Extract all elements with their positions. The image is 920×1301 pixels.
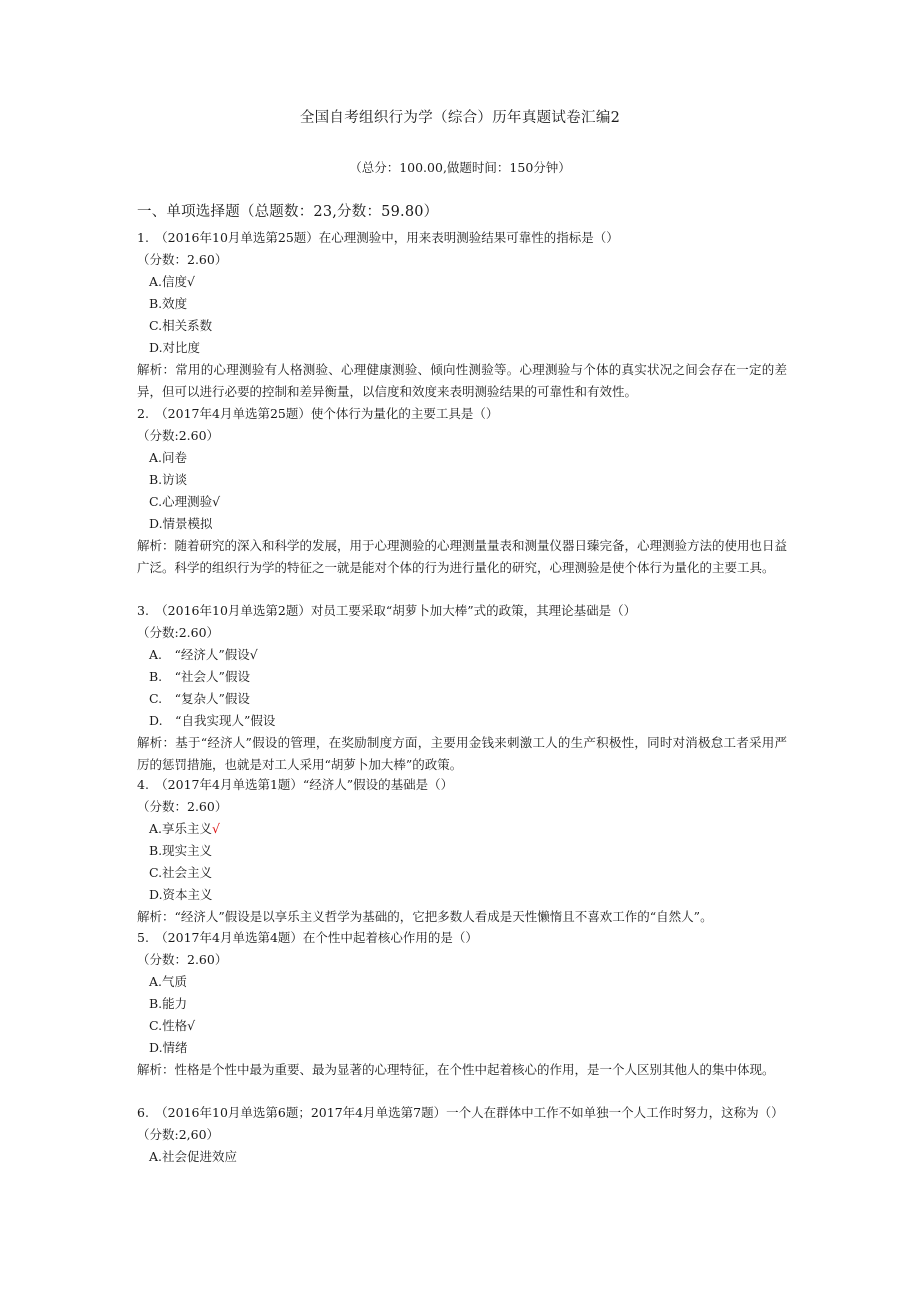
analysis-text: 解析：随着研究的深入和科学的发展，用于心理测验的心理测量量表和测量仪器日臻完备，心理测验方法的使用也日益广泛。科学的组织行为学的特征之一就是能对个体的行为进行量化的研究，心理测验是使个体行为量化的主要工具。 bbox=[137, 538, 788, 575]
option-c: C.性格√ bbox=[149, 1018, 196, 1033]
option-a: A.气质 bbox=[149, 974, 188, 989]
question-5 bbox=[137, 927, 787, 1081]
question-stem: 2. （2017年4月单选第25题）使个体行为量化的主要工具是（） bbox=[137, 406, 499, 421]
analysis-text: 解析：基于“经济人”假设的管理，在奖励制度方面，主要用金钱来刺激工人的生产积极性，同时对消极怠工者采用严厉的惩罚措施，也就是对工人采用“胡萝卜加大棒”的政策。 bbox=[137, 735, 787, 772]
question-score: （分数：2.60） bbox=[137, 952, 228, 967]
question-stem: 3. （2016年10月单选第2题）对员工要采取“胡萝卜加大棒”式的政策，其理论基础是（） bbox=[137, 603, 637, 618]
question-6 bbox=[137, 1102, 787, 1168]
analysis-text: 解析：“经济人”假设是以享乐主义哲学为基础的，它把多数人看成是天性懒惰且不喜欢工作的“自然人”。 bbox=[137, 909, 713, 924]
question-score: （分数:2,60） bbox=[137, 1127, 220, 1142]
option-a: A.问卷 bbox=[149, 450, 188, 465]
question-stem: 6. （2016年10月单选第6题；2017年4月单选第7题）一个人在群体中工作不如单独一个人工作时努力，这称为（） bbox=[137, 1105, 784, 1120]
option-d: D.对比度 bbox=[149, 340, 201, 355]
option-d: D. “自我实现人”假设 bbox=[149, 713, 276, 728]
option-b: B.现实主义 bbox=[149, 843, 213, 858]
option-c: C. “复杂人”假设 bbox=[149, 691, 250, 706]
option-d: D.情绪 bbox=[149, 1040, 188, 1055]
question-1 bbox=[137, 227, 787, 403]
question-stem: 4. （2017年4月单选第1题）“经济人”假设的基础是（） bbox=[137, 777, 454, 792]
option-a-text: A.享乐主义 bbox=[149, 821, 213, 836]
option-a bbox=[137, 818, 787, 840]
option-b: B.访谈 bbox=[149, 472, 188, 487]
option-c: C.心理测验√ bbox=[149, 494, 221, 509]
option-b: B.效度 bbox=[149, 296, 188, 311]
section-heading: 一、单项选择题（总题数：23,分数：59.80） bbox=[137, 204, 439, 220]
correct-mark-icon: √ bbox=[212, 821, 220, 836]
question-score: （分数:2.60） bbox=[137, 428, 220, 443]
question-score: （分数：2.60） bbox=[137, 252, 228, 267]
question-stem: 5. （2017年4月单选第4题）在个性中起着核心作用的是（） bbox=[137, 930, 478, 945]
option-a: A. “经济人”假设√ bbox=[149, 647, 258, 662]
option-a: A.信度√ bbox=[149, 274, 195, 289]
exam-meta: （总分：100.00,做题时间：150分钟） bbox=[349, 160, 571, 175]
option-c: C.相关系数 bbox=[149, 318, 213, 333]
option-b: B. “社会人”假设 bbox=[149, 669, 250, 684]
option-c: C.社会主义 bbox=[149, 865, 213, 880]
question-score: （分数：2.60） bbox=[137, 799, 228, 814]
question-stem: 1. （2016年10月单选第25题）在心理测验中，用来表明测验结果可靠性的指标是（） bbox=[137, 230, 619, 245]
option-b: B.能力 bbox=[149, 996, 188, 1011]
question-2 bbox=[137, 403, 787, 579]
option-a: A.社会促进效应 bbox=[149, 1149, 238, 1164]
question-score: （分数:2.60） bbox=[137, 625, 220, 640]
question-3 bbox=[137, 600, 787, 776]
analysis-text: 解析：常用的心理测验有人格测验、心理健康测验、倾向性测验等。心理测验与个体的真实状况之间会存在一定的差异，但可以进行必要的控制和差异衡量，以信度和效度来表明测验结果的可靠性和有效性。 bbox=[137, 362, 787, 399]
option-d: D.资本主义 bbox=[149, 887, 213, 902]
option-d: D.情景模拟 bbox=[149, 516, 213, 531]
page-title: 全国自考组织行为学（综合）历年真题试卷汇编2 bbox=[299, 110, 621, 126]
analysis-text: 解析：性格是个性中最为重要、最为显著的心理特征，在个性中起着核心的作用，是一个人区别其他人的集中体现。 bbox=[137, 1062, 775, 1077]
question-4 bbox=[137, 774, 787, 928]
